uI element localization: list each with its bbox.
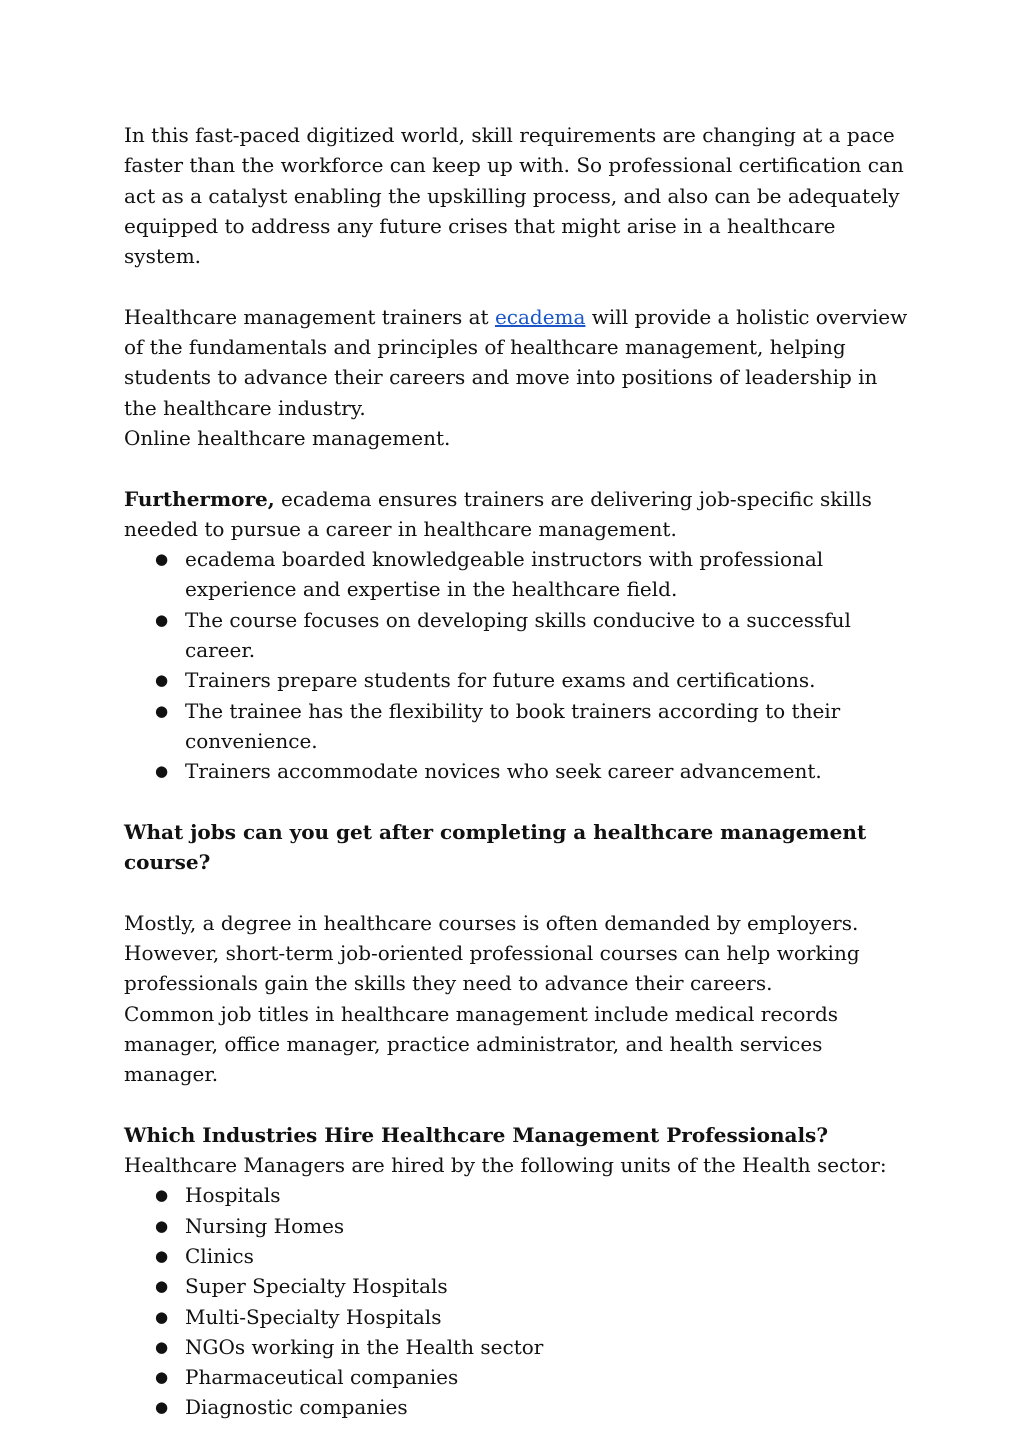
trainers-text-before-link: Healthcare management trainers at: [124, 304, 495, 329]
list-item-text: Super Specialty Hospitals: [185, 1274, 448, 1299]
bullet-icon: ●: [155, 550, 169, 569]
list-item: [124, 1392, 914, 1422]
furthermore-bullet-list: [124, 544, 914, 786]
list-item-text: The course focuses on developing skills conducive to a successful career.: [185, 607, 851, 663]
list-item-text: Hospitals: [185, 1183, 281, 1208]
list-item-text: Trainers accommodate novices who seek career advancement.: [185, 759, 822, 784]
list-item: [124, 605, 914, 666]
bullet-icon: ●: [155, 1398, 169, 1417]
list-item: [124, 665, 914, 695]
paragraph-gap: [124, 271, 914, 301]
list-item-text: Multi-Specialty Hospitals: [185, 1304, 442, 1329]
paragraph-gap: [124, 787, 914, 817]
furthermore-bold-lead: Furthermore,: [124, 486, 275, 511]
bullet-icon: ●: [155, 701, 169, 720]
intro-paragraph: In this fast-paced digitized world, skill requirements are changing at a pace faster than the workforce can keep up with. So professional certification can act as a catalyst enabling the upskilling process, and also can be adequately equipped to address any future crises that might arise in a healthcare system.: [124, 123, 904, 269]
jobs-paragraph-2: Common job titles in healthcare management include medical records manager, office manager, practice administrator, and health services manager.: [124, 1001, 839, 1087]
bullet-icon: ●: [155, 1246, 169, 1265]
list-item-text: Clinics: [185, 1243, 254, 1268]
industries-intro: Healthcare Managers are hired by the following units of the Health sector:: [124, 1153, 887, 1178]
document-page: [124, 120, 914, 1423]
bullet-icon: ●: [155, 1186, 169, 1205]
list-item: [124, 756, 914, 786]
list-item-text: Trainers prepare students for future exams and certifications.: [185, 668, 816, 693]
list-item: [124, 696, 914, 757]
bullet-icon: ●: [155, 1307, 169, 1326]
list-item: [124, 1332, 914, 1362]
list-item: [124, 1362, 914, 1392]
paragraph-gap: [124, 453, 914, 483]
bullet-icon: ●: [155, 610, 169, 629]
paragraph-gap: [124, 877, 914, 907]
list-item: [124, 1211, 914, 1241]
furthermore-text: ecadema ensures trainers are delivering job-specific skills needed to pursue a career in healthcare management.: [124, 486, 872, 541]
list-item-text: Nursing Homes: [185, 1213, 345, 1238]
jobs-paragraph-1: Mostly, a degree in healthcare courses is often demanded by employers. However, short-term job-oriented professional courses can help working professionals gain the skills they need to advance their careers.: [124, 910, 860, 996]
list-item-text: Pharmaceutical companies: [185, 1365, 459, 1390]
online-healthcare-line: Online healthcare management.: [124, 425, 451, 450]
list-item-text: NGOs working in the Health sector: [185, 1334, 544, 1359]
list-item: [124, 1271, 914, 1301]
bullet-icon: ●: [155, 1337, 169, 1356]
furthermore-paragraph: [124, 484, 914, 545]
industries-bullet-list: [124, 1180, 914, 1422]
industries-heading: Which Industries Hire Healthcare Management Professionals?: [124, 1122, 829, 1147]
list-item-text: Diagnostic companies: [185, 1395, 408, 1420]
bullet-icon: ●: [155, 671, 169, 690]
list-item-text: ecadema boarded knowledgeable instructors with professional experience and expertise in the healthcare field.: [185, 547, 824, 602]
bullet-icon: ●: [155, 1216, 169, 1235]
trainers-text-after-link: will provide a holistic overview of the fundamentals and principles of healthcare management, helping students to advance their careers and move into positions of leadership in the healthcare industry.: [124, 304, 908, 420]
jobs-heading: What jobs can you get after completing a healthcare management course?: [124, 819, 867, 875]
list-item: [124, 1241, 914, 1271]
list-item: [124, 1302, 914, 1332]
ecadema-link[interactable]: ecadema: [494, 304, 586, 329]
list-item: [124, 1180, 914, 1210]
bullet-icon: ●: [155, 1368, 169, 1387]
bullet-icon: ●: [155, 1277, 169, 1296]
paragraph-gap: [124, 1090, 914, 1120]
bullet-icon: ●: [155, 762, 169, 781]
list-item-text: The trainee has the flexibility to book trainers according to their convenience.: [185, 698, 841, 753]
list-item: [124, 544, 914, 605]
trainers-paragraph: [124, 302, 914, 423]
